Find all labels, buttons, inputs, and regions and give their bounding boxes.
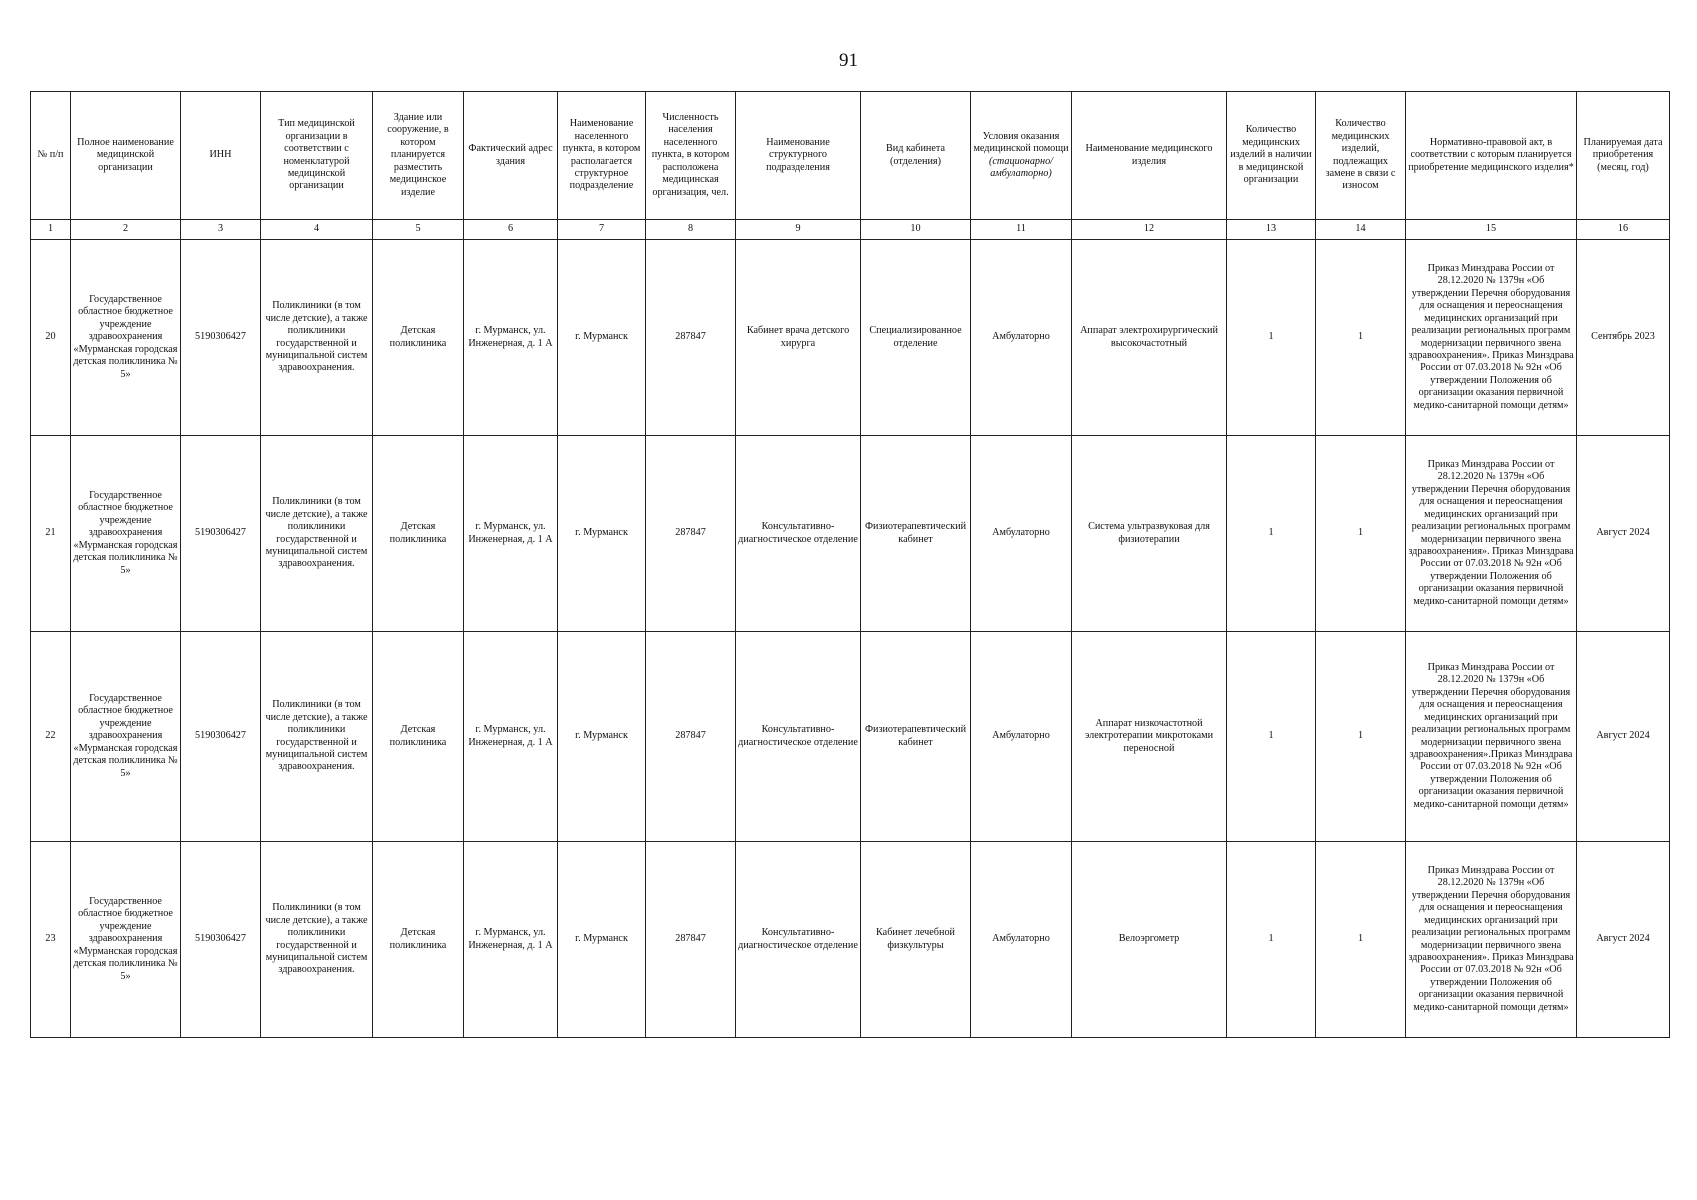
column-number: 13: [1227, 220, 1316, 240]
cell-org-type: Поликлиники (в том числе детские), а также поликлиники государственной и муниципальной систем здравоохранения.: [261, 632, 373, 842]
page-number: 91: [839, 50, 858, 71]
cell-index: 22: [31, 632, 71, 842]
cell-building: Детская поликлиника: [373, 436, 464, 632]
table-row: [31, 842, 1670, 1038]
header-cell: Здание или сооружение, в котором планируется разместить медицинское изделие: [373, 92, 464, 220]
cell-conditions: Амбулаторно: [971, 842, 1072, 1038]
cell-device: Велоэргометр: [1072, 842, 1227, 1038]
cell-index: 23: [31, 842, 71, 1038]
cell-conditions: Амбулаторно: [971, 632, 1072, 842]
column-number: 15: [1406, 220, 1577, 240]
cell-room: Физиотерапевтический кабинет: [861, 632, 971, 842]
header-cell-conditions: [971, 92, 1072, 220]
cell-law: Приказ Минздрава России от 28.12.2020 № 1379н «Об утверждении Перечня оборудования для оснащения и переоснащения медицинских организаций при реализации региональных программ модернизации первичного звена здравоохранения». Приказ Минздрава России от 07.03.2018 № 92н «Об утверждении Положения об организации оказания первичной медико-санитарной помощи детям»: [1406, 436, 1577, 632]
cell-date: Сентябрь 2023: [1577, 240, 1670, 436]
cell-date: Август 2024: [1577, 842, 1670, 1038]
cell-device: Аппарат электрохирургический высокочастотный: [1072, 240, 1227, 436]
column-number: 6: [464, 220, 558, 240]
header-cell: Количество медицинских изделий, подлежащих замене в связи с износом: [1316, 92, 1406, 220]
cell-qty-have: 1: [1227, 632, 1316, 842]
header-cell: ИНН: [181, 92, 261, 220]
column-number: 14: [1316, 220, 1406, 240]
cell-index: 21: [31, 436, 71, 632]
cell-qty-have: 1: [1227, 842, 1316, 1038]
header-cell: Фактический адрес здания: [464, 92, 558, 220]
cell-organization: Государственное областное бюджетное учреждение здравоохранения «Мурманская городская детская поликлиника № 5»: [71, 436, 181, 632]
cell-conditions: Амбулаторно: [971, 436, 1072, 632]
cell-unit: Кабинет врача детского хирурга: [736, 240, 861, 436]
table-row: [31, 632, 1670, 842]
column-number: 4: [261, 220, 373, 240]
cell-organization: Государственное областное бюджетное учреждение здравоохранения «Мурманская городская детская поликлиника № 5»: [71, 842, 181, 1038]
header-cell: Тип медицинской организации в соответствии с номенклатурой медицинской организации: [261, 92, 373, 220]
header-text-italic: (стационарно/ амбулаторно): [989, 155, 1053, 179]
cell-qty-replace: 1: [1316, 842, 1406, 1038]
cell-conditions: Амбулаторно: [971, 240, 1072, 436]
cell-population: 287847: [646, 240, 736, 436]
table-row: [31, 240, 1670, 436]
cell-inn: 5190306427: [181, 842, 261, 1038]
equipment-table: [30, 91, 1670, 1038]
header-cell: Численность населения населенного пункта, в котором расположена медицинская организация, чел.: [646, 92, 736, 220]
cell-inn: 5190306427: [181, 632, 261, 842]
header-cell: Наименование медицинского изделия: [1072, 92, 1227, 220]
cell-qty-have: 1: [1227, 436, 1316, 632]
cell-inn: 5190306427: [181, 240, 261, 436]
cell-qty-replace: 1: [1316, 632, 1406, 842]
cell-qty-replace: 1: [1316, 240, 1406, 436]
column-number: 16: [1577, 220, 1670, 240]
column-number: 9: [736, 220, 861, 240]
column-number: 1: [31, 220, 71, 240]
column-number: 12: [1072, 220, 1227, 240]
cell-inn: 5190306427: [181, 436, 261, 632]
cell-date: Август 2024: [1577, 436, 1670, 632]
cell-address: г. Мурманск, ул. Инженерная, д. 1 А: [464, 842, 558, 1038]
cell-device: Система ультразвуковая для физиотерапии: [1072, 436, 1227, 632]
column-number-row: [31, 220, 1670, 240]
header-cell: Наименование структурного подразделения: [736, 92, 861, 220]
cell-building: Детская поликлиника: [373, 240, 464, 436]
header-cell: Планируемая дата приобретения (месяц, год): [1577, 92, 1670, 220]
cell-law: Приказ Минздрава России от 28.12.2020 № 1379н «Об утверждении Перечня оборудования для оснащения и переоснащения медицинских организаций при реализации региональных программ модернизации первичного звена здравоохранения». Приказ Минздрава России от 07.03.2018 № 92н «Об утверждении Положения об организации оказания первичной медико-санитарной помощи детям»: [1406, 240, 1577, 436]
table-row: [31, 436, 1670, 632]
cell-locality: г. Мурманск: [558, 240, 646, 436]
cell-unit: Консультативно-диагностическое отделение: [736, 632, 861, 842]
cell-device: Аппарат низкочастотной электротерапии микротоками переносной: [1072, 632, 1227, 842]
cell-org-type: Поликлиники (в том числе детские), а также поликлиники государственной и муниципальной систем здравоохранения.: [261, 436, 373, 632]
cell-population: 287847: [646, 842, 736, 1038]
header-cell: Нормативно-правовой акт, в соответствии с которым планируется приобретение медицинского изделия*: [1406, 92, 1577, 220]
cell-qty-replace: 1: [1316, 436, 1406, 632]
header-text: Условия оказания медицинской помощи: [973, 130, 1069, 155]
column-number: 5: [373, 220, 464, 240]
cell-date: Август 2024: [1577, 632, 1670, 842]
cell-room: Кабинет лечебной физкультуры: [861, 842, 971, 1038]
column-number: 11: [971, 220, 1072, 240]
cell-law: Приказ Минздрава России от 28.12.2020 № 1379н «Об утверждении Перечня оборудования для оснащения и переоснащения медицинских организаций при реализации региональных программ модернизации первичного звена здравоохранения». Приказ Минздрава России от 07.03.2018 № 92н «Об утверждении Положения об организации оказания первичной медико-санитарной помощи детям»: [1406, 842, 1577, 1038]
cell-org-type: Поликлиники (в том числе детские), а также поликлиники государственной и муниципальной систем здравоохранения.: [261, 240, 373, 436]
cell-organization: Государственное областное бюджетное учреждение здравоохранения «Мурманская городская детская поликлиника № 5»: [71, 632, 181, 842]
column-number: 10: [861, 220, 971, 240]
cell-law: Приказ Минздрава России от 28.12.2020 № 1379н «Об утверждении Перечня оборудования для оснащения и переоснащения медицинских организаций при реализации региональных программ модернизации первичного звена здравоохранения».Приказ Минздрава России от 07.03.2018 № 92н «Об утверждении Положения об организации оказания первичной медико-санитарной помощи детям»: [1406, 632, 1577, 842]
cell-address: г. Мурманск, ул. Инженерная, д. 1 А: [464, 436, 558, 632]
header-cell: № п/п: [31, 92, 71, 220]
cell-qty-have: 1: [1227, 240, 1316, 436]
column-number: 2: [71, 220, 181, 240]
cell-locality: г. Мурманск: [558, 632, 646, 842]
cell-unit: Консультативно-диагностическое отделение: [736, 842, 861, 1038]
cell-building: Детская поликлиника: [373, 842, 464, 1038]
column-number: 7: [558, 220, 646, 240]
cell-population: 287847: [646, 632, 736, 842]
cell-unit: Консультативно-диагностическое отделение: [736, 436, 861, 632]
cell-building: Детская поликлиника: [373, 632, 464, 842]
header-cell: Количество медицинских изделий в наличии в медицинской организации: [1227, 92, 1316, 220]
cell-room: Специализированное отделение: [861, 240, 971, 436]
header-cell: Вид кабинета (отделения): [861, 92, 971, 220]
cell-organization: Государственное областное бюджетное учреждение здравоохранения «Мурманская городская детская поликлиника № 5»: [71, 240, 181, 436]
column-number: 3: [181, 220, 261, 240]
cell-address: г. Мурманск, ул. Инженерная, д. 1 А: [464, 632, 558, 842]
cell-room: Физиотерапевтический кабинет: [861, 436, 971, 632]
cell-index: 20: [31, 240, 71, 436]
table-header-row: [31, 92, 1670, 220]
column-number: 8: [646, 220, 736, 240]
cell-locality: г. Мурманск: [558, 436, 646, 632]
header-cell: Полное наименование медицинской организации: [71, 92, 181, 220]
header-cell: Наименование населенного пункта, в котором располагается структурное подразделение: [558, 92, 646, 220]
cell-locality: г. Мурманск: [558, 842, 646, 1038]
cell-org-type: Поликлиники (в том числе детские), а также поликлиники государственной и муниципальной систем здравоохранения.: [261, 842, 373, 1038]
cell-population: 287847: [646, 436, 736, 632]
cell-address: г. Мурманск, ул. Инженерная, д. 1 А: [464, 240, 558, 436]
